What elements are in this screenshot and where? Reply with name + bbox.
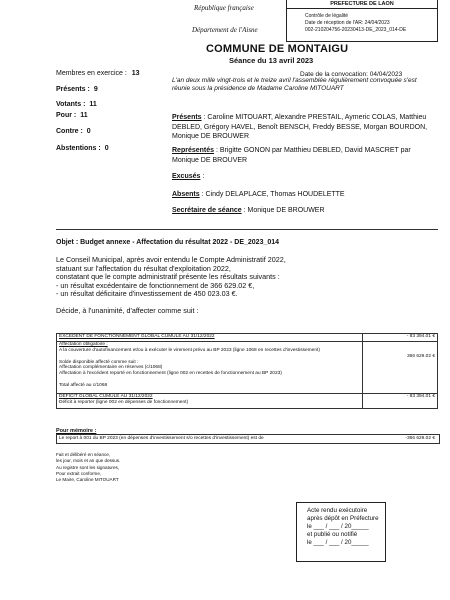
intro-paragraph: L'an deux mille vingt-trois et le treize avril l'assemblée régulièrement convoquée s'est réunie sous la présidence de Madame Caroline MITOUART xyxy=(172,77,417,92)
table-row xyxy=(57,394,438,409)
table-row xyxy=(57,342,438,394)
memoire-amount: -366 629.02 € xyxy=(405,436,435,441)
presents-count xyxy=(56,86,98,93)
stamp-line-1: Contrôle de légalité xyxy=(305,13,349,19)
affectation-obligatoire: Affectation obligatoire : xyxy=(59,342,108,347)
representes-text: : Brigitte GONON par Matthieu DEBLED, David MASCRET par Monique DE BROUVER xyxy=(172,147,411,164)
affectation-amount-value: 366 629.02 € xyxy=(406,354,435,359)
abstentions-label: Abstentions : xyxy=(56,145,101,152)
secretaire-text: : Monique DE BROUWER xyxy=(241,207,325,214)
representes-label: Représentés xyxy=(172,147,215,154)
affectation-cell xyxy=(57,342,363,394)
table-row xyxy=(57,334,438,342)
presents-count-value: 9 xyxy=(93,86,98,93)
fait-block xyxy=(56,452,146,483)
pour-label: Pour : xyxy=(56,112,77,119)
excuses-text: : xyxy=(200,173,205,180)
excedent-reporte-line: Affectation à l'excédent reporté en fonctionnement (ligne 002 en recettes de fonctionnement au BP 2023) xyxy=(59,371,282,377)
acte-line-5: le ___ / ___ / 20_____ xyxy=(307,539,369,546)
body-line-5: - un résultat déficitaire d'investissement de 450 023.03 €. xyxy=(56,289,238,298)
deficit-label: DEFICIT GLOBAL CUMULE AU 31/12/2022 xyxy=(59,394,153,399)
presents-count-label: Présents : xyxy=(56,86,90,93)
memoire-label: Le report à 001 du BP 2023 (en dépenses d'investissement s/o recettes d'investissement) est de xyxy=(59,436,264,441)
absents-text: : Cindy DELAPLACE, Thomas HOUDELETTE xyxy=(199,191,345,198)
pour-value: 11 xyxy=(80,112,88,119)
abstentions-value: 0 xyxy=(104,145,109,152)
absents-block xyxy=(172,190,434,200)
prefecture-stamp xyxy=(286,0,438,42)
deficit-cell xyxy=(57,394,363,409)
votants-value: 11 xyxy=(89,101,97,108)
body-line-2: statuant sur l'affectation du résultat d'exploitation 2022, xyxy=(56,263,231,273)
votants-count xyxy=(56,101,97,108)
fait-line-4: Pour extrait conforme, xyxy=(56,470,102,476)
deficit-amount: - 83 394.01 € xyxy=(363,394,438,409)
votants-label: Votants : xyxy=(56,101,86,108)
abstentions-count xyxy=(56,145,109,152)
republique-heading: République française xyxy=(194,4,254,12)
reserves-line: Affectation complémentaire en réserves (c/1068) xyxy=(59,365,163,371)
couverture-line: A la couverture d'autofinancement et/ou à exécuter le virement prévu au BP 2023 (ligne 1068 en recettes d'investissement) xyxy=(59,347,320,353)
divider-line xyxy=(56,229,438,230)
membres-exercice xyxy=(56,70,140,77)
acte-line-3: le ___ / ___ / 20_____ xyxy=(307,523,369,530)
body-line-3: constatant que le compte administratif présente les résultats suivants : xyxy=(56,272,280,281)
memoire-box xyxy=(56,434,440,444)
pour-count xyxy=(56,112,88,119)
affectation-amount xyxy=(363,342,438,394)
fait-line-5: Le Maire, Caroline MITOUART xyxy=(56,477,119,483)
objet-title: Objet : Budget annexe - Affectation du résultat 2022 - DE_2023_014 xyxy=(56,239,280,246)
contre-count xyxy=(56,128,91,135)
body-line-1: Le Conseil Municipal, après avoir entendu le Compte Administratif 2022, xyxy=(56,255,286,264)
absents-label: Absents xyxy=(172,191,200,198)
body-line-4: - un résultat excédentaire de fonctionnement de 366 629.02 €, xyxy=(56,280,255,290)
representes-block xyxy=(172,146,434,165)
affectation-table xyxy=(56,333,438,409)
membres-value: 13 xyxy=(131,70,140,77)
commune-title: COMMUNE DE MONTAIGU xyxy=(206,43,349,55)
acte-line-1: Acte rendu exécutoire xyxy=(307,507,368,514)
fait-line-3: Au registre sont les signatures, xyxy=(56,464,120,470)
departement-heading: Département de l'Aisne xyxy=(192,26,258,34)
memoire-title: Pour mémoire : xyxy=(56,428,97,434)
fait-line-1: Fait et délibéré en séance, xyxy=(56,452,111,457)
contre-value: 0 xyxy=(86,128,91,135)
presents-text: : Caroline MITOUART, Alexandre PRESTAIL, Aymeric COLAS, Matthieu DEBLED, Grégory HAVEL, Benoît BENSCH, Freddy BESSE, Morgan BOURDON, Monique DE BROUWER xyxy=(172,114,428,140)
fait-line-2: les jour, mois et an que dessus. xyxy=(56,458,121,464)
acte-line-2: après dépôt en Préfecture xyxy=(307,515,379,522)
excuses-label: Excusés xyxy=(172,173,201,180)
seance-date: Séance du 13 avril 2023 xyxy=(229,56,314,65)
stamp-line-2: Date de réception de l'AR: 24/04/2023 xyxy=(305,20,390,26)
solde-line: Solde disponible affecté comme suit : xyxy=(59,359,139,365)
membres-label: Membres en exercice : xyxy=(56,70,127,77)
stamp-title: PREFECTURE DE LAON xyxy=(287,0,437,9)
acte-executoire-box xyxy=(296,502,386,562)
excedent-amount: - 83 394.01 € xyxy=(363,334,438,342)
acte-line-4: et publié ou notifié xyxy=(307,531,358,538)
deficit-reporter-line: Déficit à reporter (ligne 002 en dépenses de fonctionnement) xyxy=(59,399,189,405)
excuses-block xyxy=(172,172,434,182)
contre-label: Contre : xyxy=(56,128,83,135)
convocation-date: Date de la convocation: 04/04/2023 xyxy=(300,71,403,78)
presents-block xyxy=(172,113,434,142)
decide-line: Décide, à l'unanimité, d'affecter comme suit : xyxy=(56,306,199,315)
total-affecte-line: Total affecté au c/1068 xyxy=(59,382,108,388)
secretaire-block xyxy=(172,206,434,216)
excedent-label: EXCEDENT DE FONCTIONNEMENT GLOBAL CUMULE AU 31/12/2022 xyxy=(57,334,363,342)
stamp-line-3: 002-210204756-20230413-DE_2023_014-DE xyxy=(305,27,407,33)
presents-label: Présents xyxy=(172,114,202,121)
secretaire-label: Secrétaire de séance xyxy=(172,207,242,214)
